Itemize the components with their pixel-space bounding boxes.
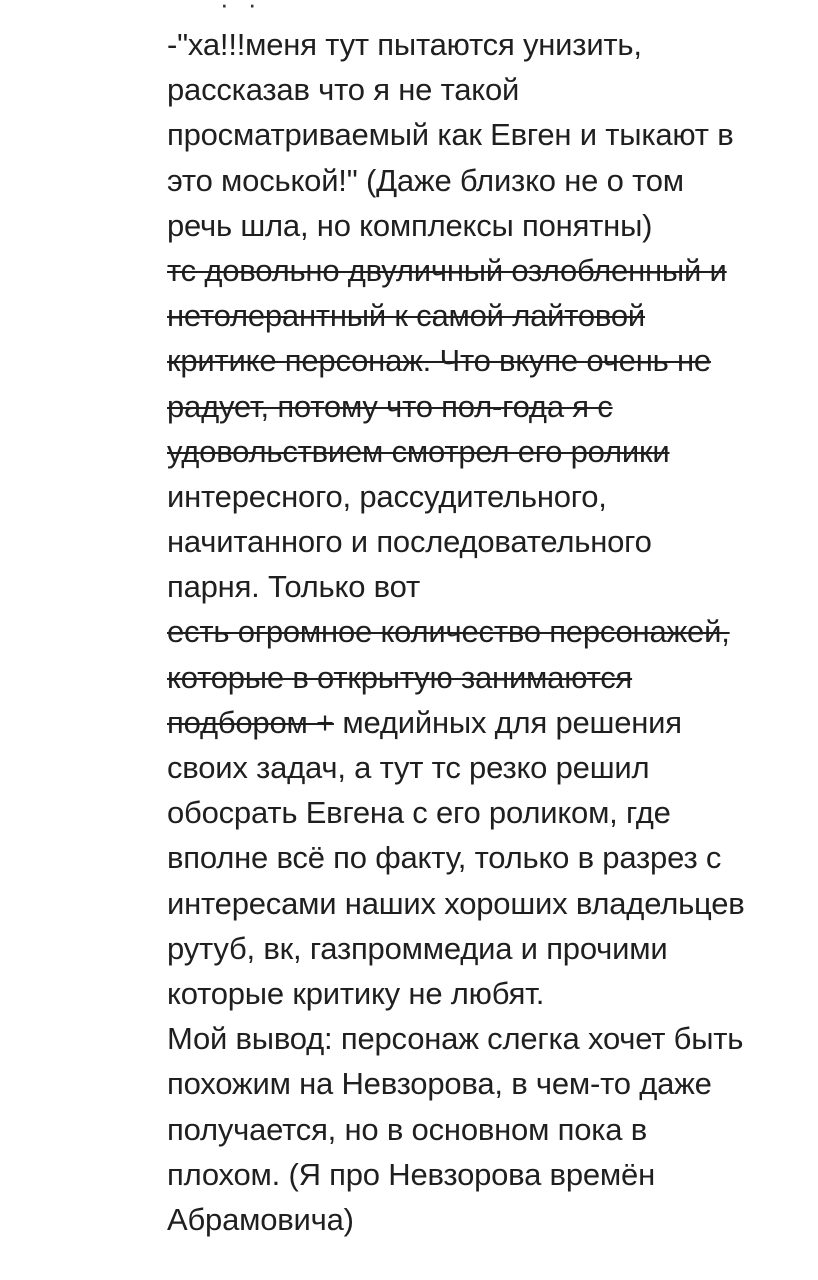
text-line [167, 519, 807, 564]
text-line [167, 293, 807, 338]
text-line [167, 926, 807, 971]
text-segment: рассказав что я не такой [167, 72, 520, 108]
text-segment: получается, но в основном пока в [167, 1111, 648, 1147]
text-segment: похожим на Невзорова, в чем-то даже [167, 1066, 712, 1102]
text-segment: вполне всё по факту, только в разрез с [167, 840, 722, 876]
text-line [167, 67, 807, 112]
text-line [167, 564, 807, 609]
text-segment: Мой вывод: персонаж слегка хочет быть [167, 1021, 744, 1057]
text-segment: -"ха!!!меня тут пытаются унизить, [167, 27, 642, 62]
text-line [167, 203, 807, 248]
text-segment: интересами наших хороших владельцев [167, 885, 745, 921]
text-segment: просматриваемый как Евген и тыкают в [167, 117, 734, 153]
text-segment: которые критику не любят. [167, 975, 545, 1011]
text-line [167, 700, 807, 745]
text-line [167, 835, 807, 880]
text-segment: парня. Только вот [167, 569, 420, 605]
strikethrough-text: критике персонаж. Что вкупе очень не [167, 343, 711, 379]
text-line [167, 474, 807, 519]
text-segment: медийных для решения [333, 704, 682, 740]
text-line [167, 881, 807, 926]
text-line [167, 112, 807, 157]
message-text [167, 22, 807, 1242]
text-segment: интересного, рассудительного, [167, 478, 607, 514]
strikethrough-text: удовольствием смотрел его ролики [167, 433, 670, 469]
text-segment: плохом. (Я про Невзорова времён [167, 1156, 655, 1192]
text-line [167, 1107, 807, 1152]
text-line [167, 338, 807, 383]
text-line [167, 22, 807, 67]
text-segment: это моськой!" (Даже близко не о том [167, 162, 684, 198]
strikethrough-text: есть огромное количество персонажей, [167, 614, 730, 650]
text-line [167, 745, 807, 790]
truncation-dots: · · [220, 0, 263, 19]
text-line [167, 429, 807, 474]
text-line [167, 609, 807, 654]
text-line [167, 971, 807, 1016]
text-line [167, 1016, 807, 1061]
text-segment: Абрамовича) [167, 1201, 354, 1237]
strikethrough-text: которые в открытую занимаются [167, 659, 633, 695]
text-segment: рутуб, вк, газпроммедиа и прочими [167, 930, 668, 966]
strikethrough-text: подбором + [167, 704, 334, 740]
strikethrough-text: радует, потому что пол-года я с [167, 388, 613, 424]
text-segment: обосрать Евгена с его роликом, где [167, 795, 671, 831]
text-line [167, 655, 807, 700]
text-line [167, 158, 807, 203]
text-line [167, 1061, 807, 1106]
text-line [167, 1197, 807, 1242]
text-segment: речь шла, но комплексы понятны) [167, 207, 653, 243]
text-line [167, 1152, 807, 1197]
text-line [167, 384, 807, 429]
text-line [167, 248, 807, 293]
strikethrough-text: нетолерантный к самой лайтовой [167, 298, 646, 334]
strikethrough-text: тс довольно двуличный озлобленный и [167, 252, 727, 288]
text-segment: своих задач, а тут тс резко решил [167, 750, 650, 785]
text-segment: начитанного и последовательного [167, 524, 652, 560]
text-line [167, 790, 807, 835]
